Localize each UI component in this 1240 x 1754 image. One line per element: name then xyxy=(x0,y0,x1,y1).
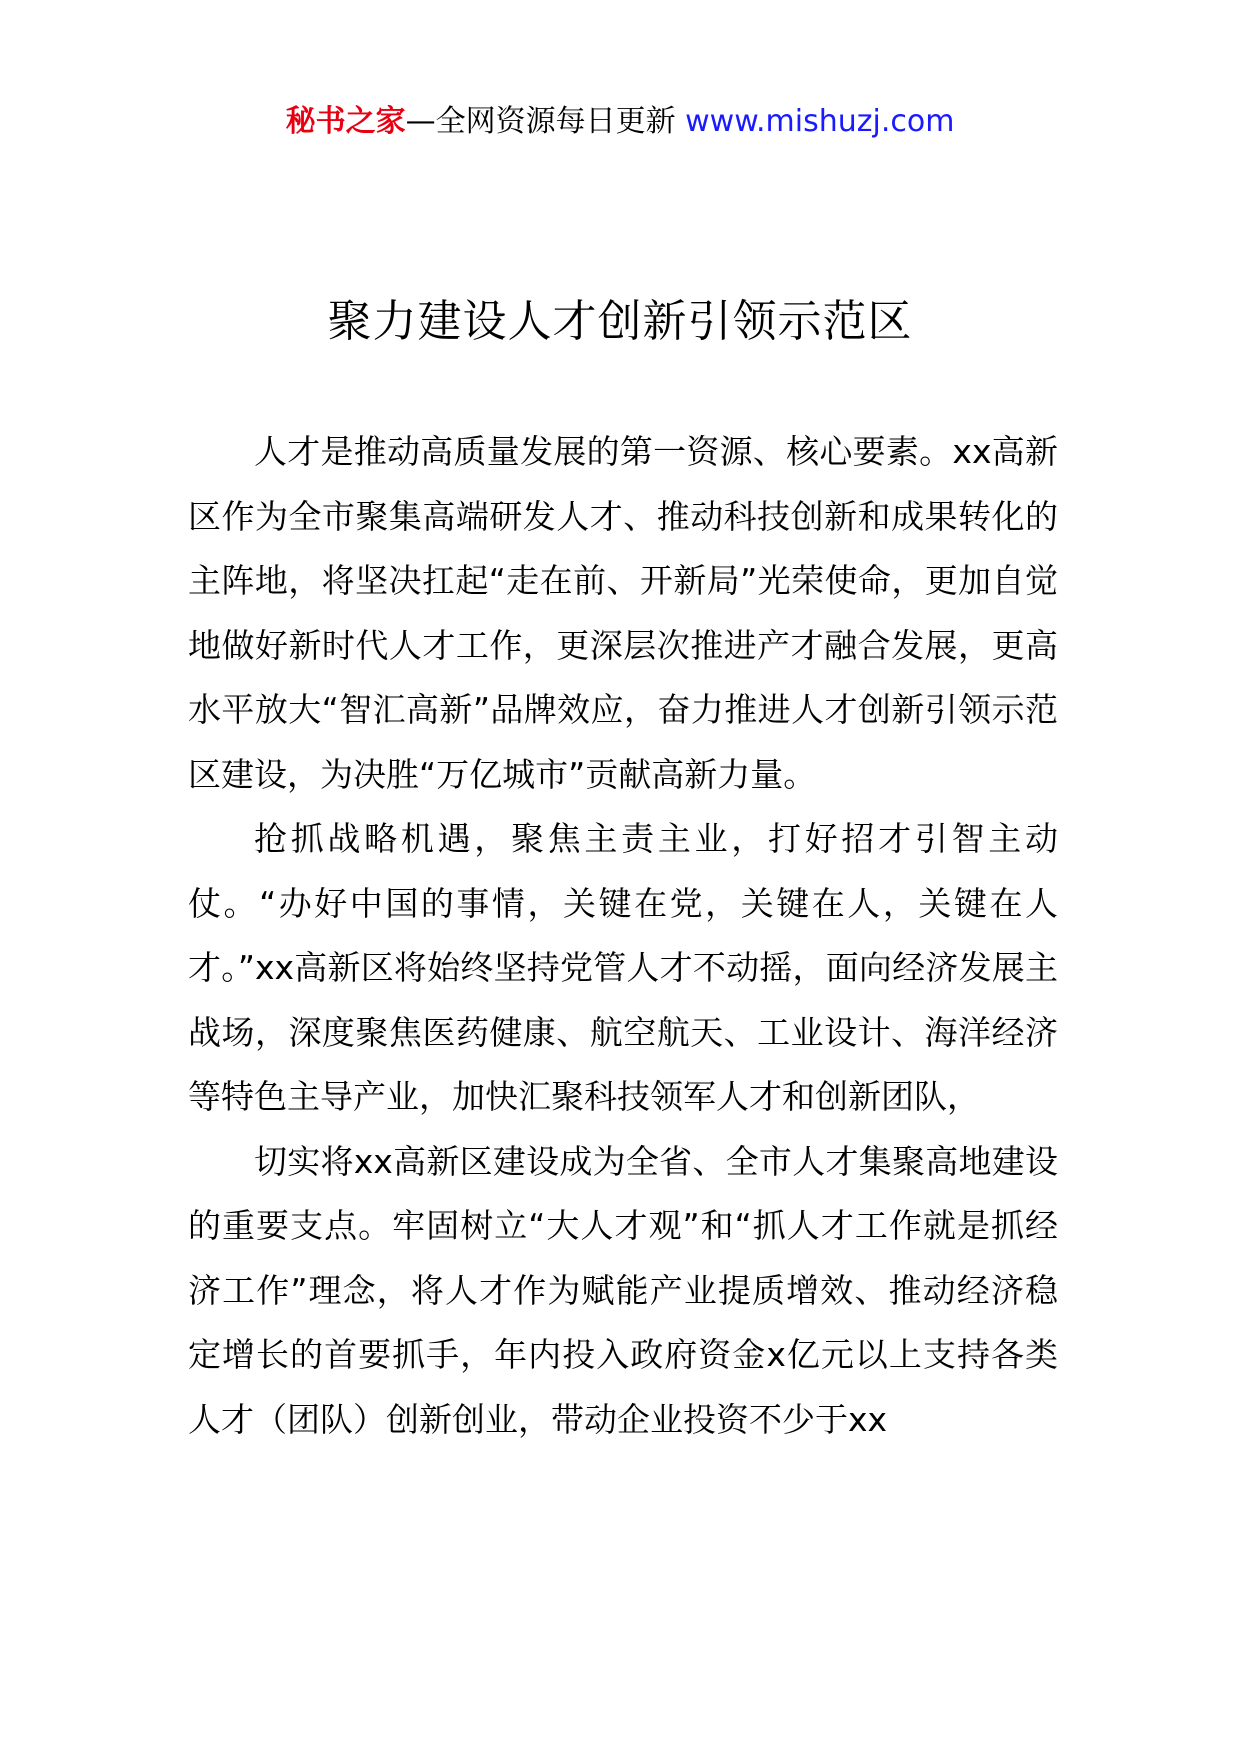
document-body xyxy=(188,420,1058,1452)
document-title: 聚力建设人才创新引领示范区 xyxy=(327,296,913,347)
paragraph-2: 抢抓战略机遇，聚焦主责主业，打好招才引智主动仗。“办好中国的事情，关键在党，关键在人，关键在人才。”xx高新区将始终坚持党管人才不动摇，面向经济发展主战场，深度聚焦医药健康、航空航天、工业设计、海洋经济等特色主导产业，加快汇聚科技领军人才和创新团队， xyxy=(188,819,1058,1116)
site-url-link[interactable]: www.mishuzj.com xyxy=(685,104,955,139)
header-slogan: —全网资源每日更新 xyxy=(405,104,686,139)
brand-name: 秘书之家 xyxy=(285,104,406,139)
paragraph-3: 切实将xx高新区建设成为全省、全市人才集聚高地建设的重要支点。牢固树立“大人才观”和“抓人才工作就是抓经济工作”理念，将人才作为赋能产业提质增效、推动经济稳定增长的首要抓手，年内投入政府资金x亿元以上支持各类人才（团队）创新创业，带动企业投资不少于xx xyxy=(188,1141,1058,1439)
site-header xyxy=(0,102,1240,142)
paragraph-1: 人才是推动高质量发展的第一资源、核心要素。xx高新区作为全市聚集高端研发人才、推动科技创新和成果转化的主阵地，将坚决扛起“走在前、开新局”光荣使命，更加自觉地做好新时代人才工作，更深层次推进产才融合发展，更高水平放大“智汇高新”品牌效应，奋力推进人才创新引领示范区建设，为决胜“万亿城市”贡献高新力量。 xyxy=(188,432,1058,794)
